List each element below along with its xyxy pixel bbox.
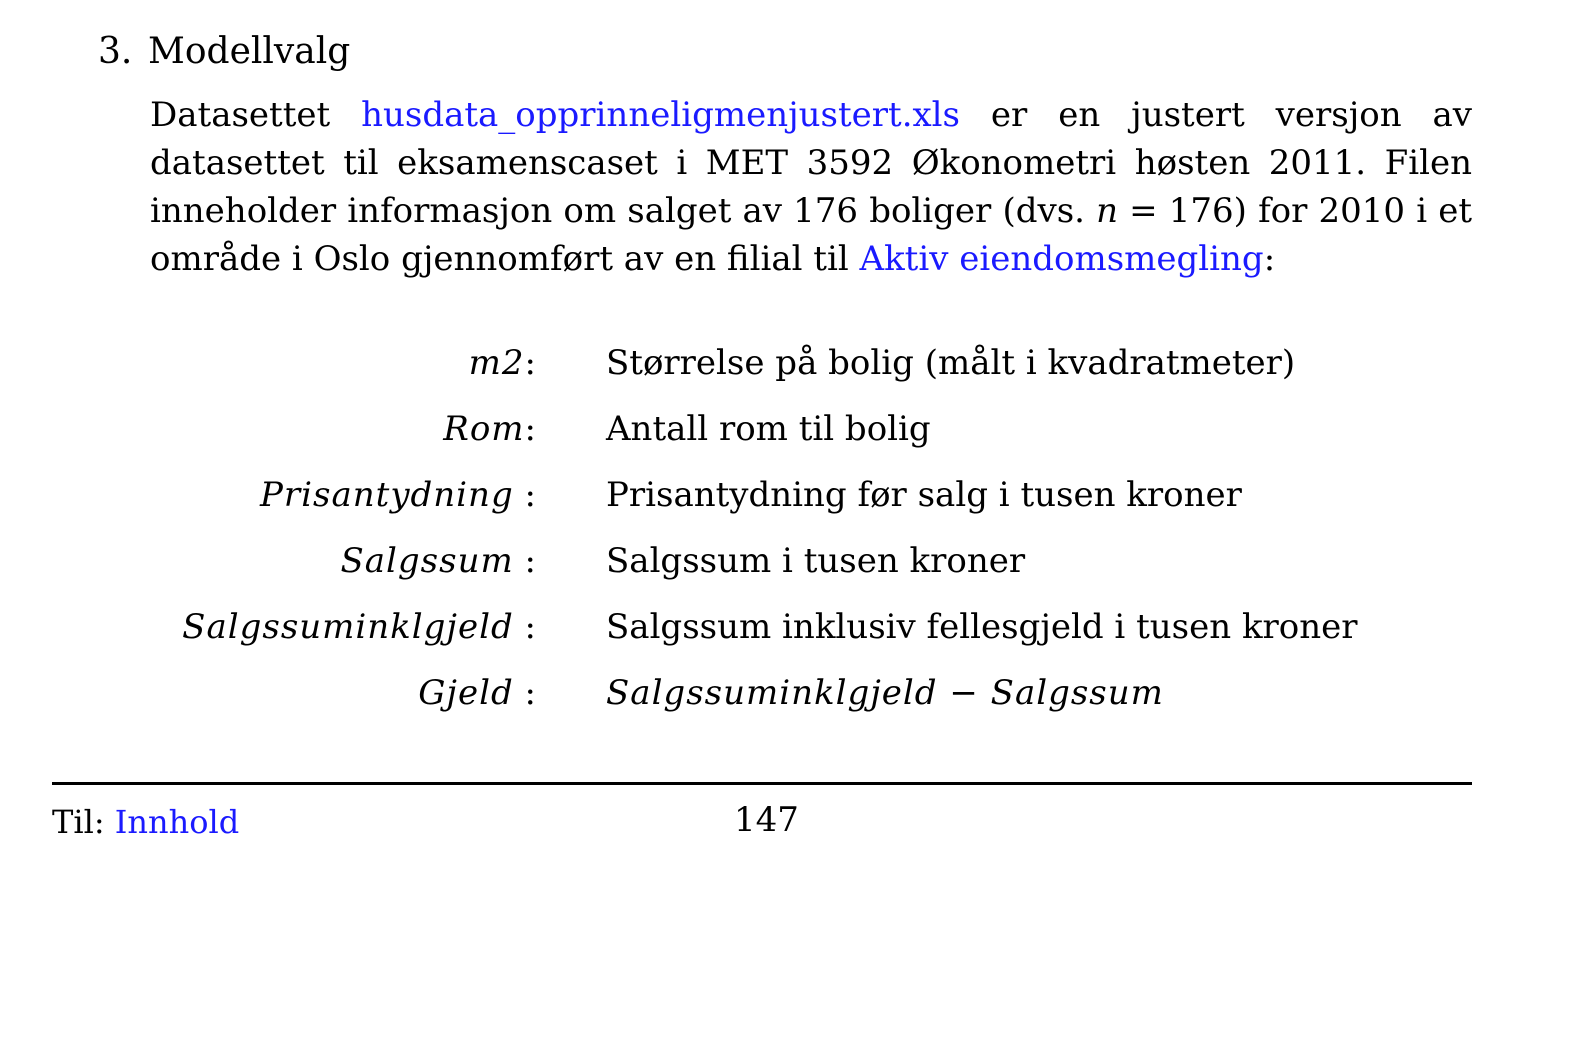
- page-number: 147: [734, 800, 799, 840]
- variable-description: Størrelse på bolig (målt i kvadratmeter): [606, 343, 1296, 383]
- variable-row: [0, 334, 1596, 392]
- footer-divider: [52, 782, 1472, 785]
- variable-name: Salgssuminklgjeld :: [182, 607, 536, 647]
- variable-name: Rom:: [443, 409, 536, 449]
- intro-paragraph: [150, 91, 1472, 283]
- math-equation: = 176: [1118, 191, 1234, 231]
- dataset-file-link[interactable]: husdata_opprinneligmenjustert.xls: [361, 95, 960, 135]
- variable-row: [0, 532, 1596, 590]
- variable-name: Gjeld :: [418, 673, 536, 713]
- variable-row: [0, 400, 1596, 458]
- variable-description: Prisantydning før salg i tusen kroner: [606, 475, 1242, 515]
- variable-name: Salgssum :: [340, 541, 536, 581]
- variable-name: Prisantydning :: [260, 475, 536, 515]
- math-variable-n: n: [1096, 191, 1118, 231]
- variable-row: [0, 664, 1596, 722]
- section-number: 3.: [98, 31, 133, 72]
- variable-formula: Salgssuminklgjeld − Salgssum: [606, 673, 1164, 713]
- paragraph-text: ) for 2010 i et område i Oslo gjennomført av en filial til: [150, 191, 1472, 279]
- variable-name: m2:: [468, 343, 536, 383]
- variable-description: Salgssum inklusiv fellesgjeld i tusen kroner: [606, 607, 1358, 647]
- variable-row: [0, 598, 1596, 656]
- variable-row: [0, 466, 1596, 524]
- section-heading: [98, 28, 350, 76]
- footer-label: Til:: [52, 803, 115, 841]
- variable-description: Antall rom til bolig: [606, 409, 931, 449]
- variable-description: Salgssum i tusen kroner: [606, 541, 1026, 581]
- table-of-contents-link[interactable]: Innhold: [114, 803, 240, 841]
- section-title: Modellvalg: [148, 31, 351, 72]
- paragraph-text: :: [1263, 239, 1276, 279]
- paragraph-text: Datasettet: [150, 95, 362, 135]
- company-link[interactable]: Aktiv eiendomsmegling: [859, 239, 1264, 279]
- paragraph-text: er en justert versjon av datasettet til eksamenscaset i MET 3592 Økonometri høsten 2011. Filen inneholder informasjon om salget av 176 boliger (dvs.: [150, 95, 1473, 231]
- footer-navigation: [52, 800, 239, 844]
